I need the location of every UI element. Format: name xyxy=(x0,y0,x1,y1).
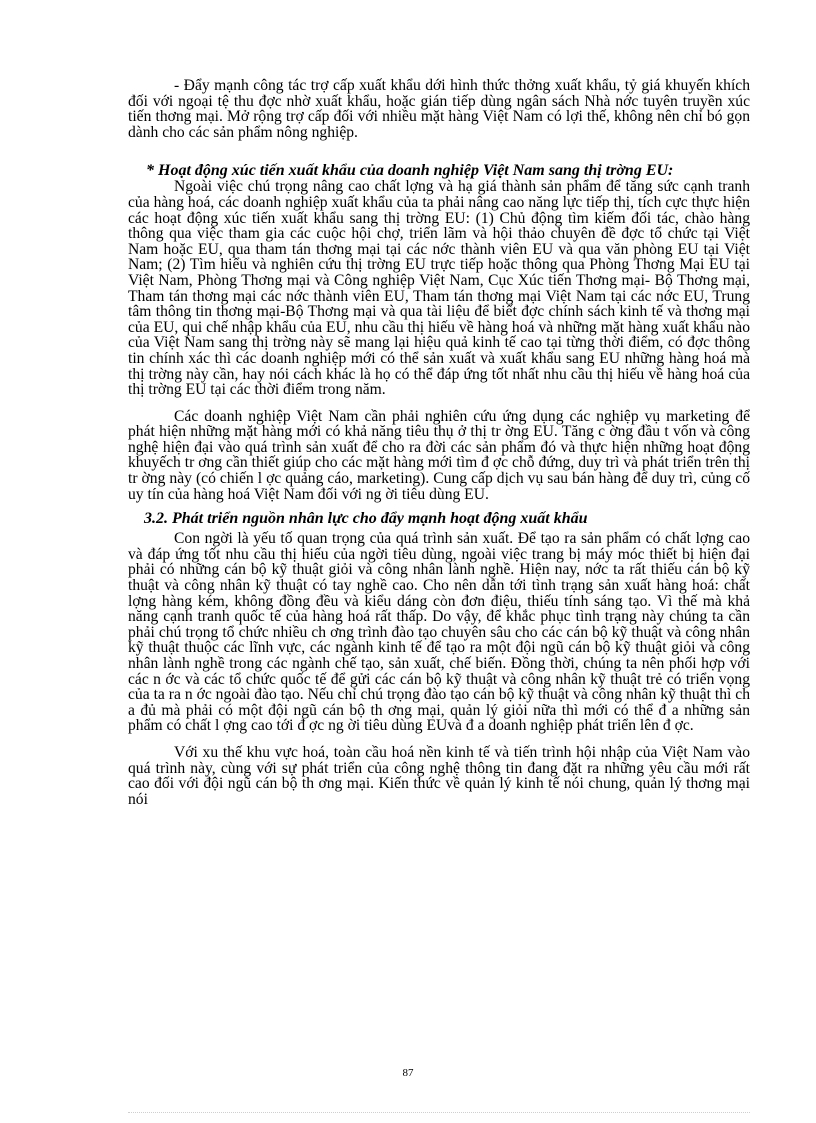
heading-export-promotion: * Hoạt động xúc tiến xuất khẩu của doanh nghiệp Việt Nam sang thị trờng EU: xyxy=(146,162,674,180)
heading-human-resources: 3.2. Phát triển nguồn nhân lực cho đẩy mạnh hoạt động xuất khẩu xyxy=(144,510,588,528)
page-number: 87 xyxy=(402,1067,414,1079)
document-page xyxy=(128,78,750,807)
paragraph-market-research: Ngoài việc chú trọng nâng cao chất lợng và hạ giá thành sản phẩm để tăng sức cạnh tranh của hàng hoá, các doanh nghiệp xuất khẩu của ta phải nâng cao năng lực tiếp thị, tích cực thực hiện các hoạt động xúc tiến xuất khẩu sang thị trờng EU: (1) Chủ động tìm kiếm đối tác, chào hàng thông qua việc tham gia các cuộc hội chợ, triển lãm và hội thảo chuyên đề đợc tổ chức tại Việt Nam hoặc EU, qua tham tán thơng mại tại các nớc thành viên EU và qua văn phòng EU tại Việt Nam; (2) Tìm hiểu và nghiên cứu thị trờng EU trực tiếp hoặc thông qua Phòng Thơng Mại EU tại Việt Nam, Phòng Thơng mại và Công nghiệp Việt Nam, Cục Xúc tiến Thơng mại- Bộ Thơng mại, Tham tán thơng mại các nớc thành viên EU, Tham tán thơng mại Việt Nam tại các nớc EU, Trung tâm thông tin thơng mại-Bộ Thơng mại và qua tài liệu để biết đợc chính sách kinh tế và thơng mại của EU, qui chế nhập khẩu của EU, nhu cầu thị hiếu về hàng hoá và những mặt hàng xuất khẩu nào của Việt Nam sang thị trờng này sẽ mang lại hiệu quả kinh tế cao tại từng thời điểm, có đợc thông tin chính xác thì các doanh nghiệp mới có thể sản xuất và xuất khẩu sang EU những hàng hoá mà thị trờng này cần, hay nói cách khác là họ có thể đáp ứng tốt nhất nhu cầu thị hiếu về hàng hoá của thị trờng EU tại các thời điểm trong năm. xyxy=(128,178,750,399)
paragraph-globalization: Với xu thế khu vực hoá, toàn cầu hoá nền kinh tế và tiến trình hội nhập của Việt Nam vào quá trình này, cùng với sự phát triển của công nghệ thông tin đang đặt ra những yêu cầu mới rất cao đối với đội ngũ cán bộ th ơng mại. Kiến thức về quản lý kinh tế nói chung, quản lý thơng mại nói xyxy=(128,743,750,808)
paragraph-export-subsidy: - Đẩy mạnh công tác trợ cấp xuất khẩu dới hình thức thởng xuất khẩu, tỷ giá khuyến khích đối với ngoại tệ thu đợc nhờ xuất khẩu, hoặc gián tiếp dùng ngân sách Nhà nớc tuyên truyền xúc tiến thơng mại. Mở rộng trợ cấp đối với nhiều mặt hàng Việt Nam có lợi thế, không nên chỉ bó gọn dành cho các sản phẩm nông nghiệp. xyxy=(128,77,750,141)
paragraph-workforce-training: Con ngời là yếu tố quan trọng của quá trình sản xuất. Để tạo ra sản phẩm có chất lợng cao và đáp ứng tốt nhu cầu thị hiếu của ngời tiêu dùng, ngoài việc trang bị máy móc thiết bị hiện đại phải có những cán bộ kỹ thuật giỏi và công nhân lành nghề. Hiện nay, nớc ta rất thiếu cán bộ kỹ thuật và công nhân kỹ thuật có tay nghề cao. Cho nên dẫn tới tình trạng sản xuất hàng hoá: chất lợng hàng kém, không đồng đều và kiểu dáng còn đơn điệu, thiếu tính sáng tạo. Vì thế mà khả năng cạnh tranh quốc tế của hàng hoá rất thấp. Do vậy, để khắc phục tình trạng này chúng ta cần phải chú trọng tổ chức nhiều ch ơng trình đào tạo chuyên sâu cho các cán bộ kỹ thuật và công nhân kỹ thuật thuộc các lĩnh vực, các ngành kinh tế để tạo ra một đội ngũ cán bộ kỹ thuật giỏi và công nhân lành nghề trong các ngành chế tạo, sản xuất, chế biến. Đồng thời, chúng ta nên phối hợp với các n ớc và các tổ chức quốc tế để gửi các cán bộ kỹ thuật và công nhân kỹ thuật trẻ có triển vọng của ta ra n ớc ngoài đào tạo. Nếu chỉ chú trọng đào tạo cán bộ kỹ thuật và công nhân kỹ thuật thì ch a đủ mà phải có một đội ngũ cán bộ th ơng mại, quản lý giỏi nữa thì mới có thể đ a những sản phẩm có chất l ợng cao tới đ ợc ng ời tiêu dùng EUvà đ a doanh nghiệp phát triển lên đ ợc. xyxy=(128,530,750,735)
page-bottom-divider xyxy=(128,1112,750,1113)
paragraph-marketing: Các doanh nghiệp Việt Nam cần phải nghiên cứu ứng dụng các nghiệp vụ marketing để phát hiện những mặt hàng mới có khả năng tiêu thụ ở thị tr ờng EU. Tăng c ờng đầu t vốn và công nghệ hiện đại vào quá trình sản xuất để cho ra đời các sản phẩm đó và thực hiện những hoạt động khuyếch tr ơng cần thiết giúp cho các mặt hàng mới tìm đ ợc chỗ đứng, duy trì và phát triển trên thị tr ờng này (có chiến l ợc quảng cáo, marketing). Cung cấp dịch vụ sau bán hàng để duy trì, củng cố uy tín của hàng hoá Việt Nam đối với ng ời tiêu dùng EU. xyxy=(128,407,750,503)
